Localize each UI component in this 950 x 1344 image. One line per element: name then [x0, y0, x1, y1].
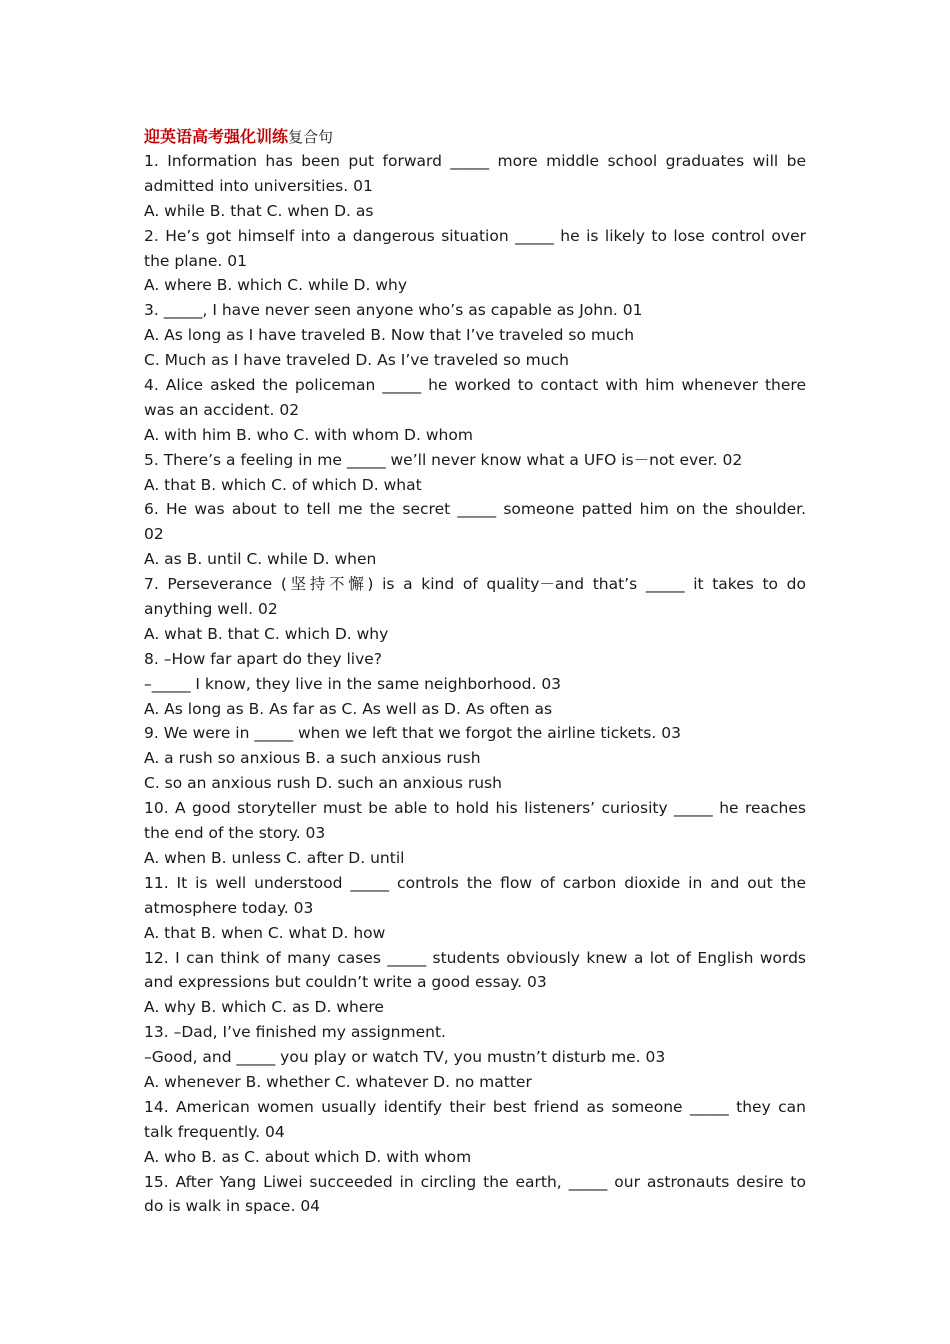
text-line: and expressions but couldn’t write a good essay. 03: [144, 973, 547, 992]
text-line: –Good, and _____ you play or watch TV, you mustn’t disturb me. 03: [144, 1048, 666, 1067]
text-line: A. As long as B. As far as C. As well as D. As often as: [144, 699, 553, 718]
document-title: [144, 124, 806, 149]
text-line: do is walk in space. 04: [144, 1197, 321, 1216]
document-body: [144, 124, 806, 1219]
text-line: A. As long as I have traveled B. Now that I’ve traveled so much: [144, 326, 635, 345]
text-line: A. a rush so anxious B. a such anxious rush: [144, 749, 481, 768]
text-line: 3. _____, I have never seen anyone who’s as capable as John. 01: [144, 301, 643, 320]
text-line: 10. A good storyteller must be able to hold his listeners’ curiosity _____ he reaches: [144, 799, 806, 818]
question-list: [144, 149, 806, 1219]
text-line: C. Much as I have traveled D. As I’ve traveled so much: [144, 351, 569, 370]
text-line: A. that B. when C. what D. how: [144, 923, 386, 942]
text-line: –_____ I know, they live in the same neighborhood. 03: [144, 674, 562, 693]
text-line: 13. –Dad, I’ve finished my assignment.: [144, 1023, 446, 1042]
text-line: the end of the story. 03: [144, 824, 326, 843]
text-line: 4. Alice asked the policeman _____ he worked to contact with him whenever there: [144, 376, 806, 395]
text-line: A. with him B. who C. with whom D. whom: [144, 425, 473, 444]
text-line: atmosphere today. 03: [144, 898, 314, 917]
text-line: 15. After Yang Liwei succeeded in circling the earth, _____ our astronauts desire to: [144, 1172, 806, 1191]
text-line: A. whenever B. whether C. whatever D. no matter: [144, 1072, 532, 1091]
text-line: 6. He was about to tell me the secret _____ someone patted him on the shoulder.: [144, 500, 806, 519]
text-line: A. why B. which C. as D. where: [144, 998, 384, 1017]
text-line: A. when B. unless C. after D. until: [144, 848, 405, 867]
text-line: A. that B. which C. of which D. what: [144, 475, 422, 494]
text-line: admitted into universities. 01: [144, 176, 373, 195]
text-line: the plane. 01: [144, 251, 247, 270]
text-line: was an accident. 02: [144, 400, 300, 419]
text-line: 9. We were in _____ when we left that we forgot the airline tickets. 03: [144, 724, 681, 743]
text-line: 5. There’s a feeling in me _____ we’ll never know what a UFO is－not ever. 02: [144, 450, 743, 469]
text-line: C. so an anxious rush D. such an anxious rush: [144, 774, 502, 793]
text-line: 11. It is well understood _____ controls the flow of carbon dioxide in and out the: [144, 873, 806, 892]
text-line: 14. American women usually identify their best friend as someone _____ they can: [144, 1097, 806, 1116]
text-line: A. while B. that C. when D. as: [144, 201, 374, 220]
text-line: A. what B. that C. which D. why: [144, 624, 389, 643]
text-line: talk frequently. 04: [144, 1122, 285, 1141]
title-red-part: 迎英语高考强化训练: [144, 127, 289, 146]
text-line: A. where B. which C. while D. why: [144, 276, 408, 295]
text-line: anything well. 02: [144, 600, 278, 619]
text-line: 2. He’s got himself into a dangerous situation _____ he is likely to lose control over: [144, 226, 806, 245]
text-line: 1. Information has been put forward _____ more middle school graduates will be: [144, 152, 806, 170]
text-line: 02: [144, 525, 164, 544]
text-line: 12. I can think of many cases _____ students obviously knew a lot of English words: [144, 948, 806, 967]
text-line: A. as B. until C. while D. when: [144, 550, 377, 569]
text-line: 8. –How far apart do they live?: [144, 649, 383, 668]
title-black-part: 复合句: [288, 128, 334, 146]
text-line: A. who B. as C. about which D. with whom: [144, 1147, 472, 1166]
text-line: 7. Perseverance (坚持不懈) is a kind of quality－and that’s _____ it takes to do: [144, 575, 806, 594]
